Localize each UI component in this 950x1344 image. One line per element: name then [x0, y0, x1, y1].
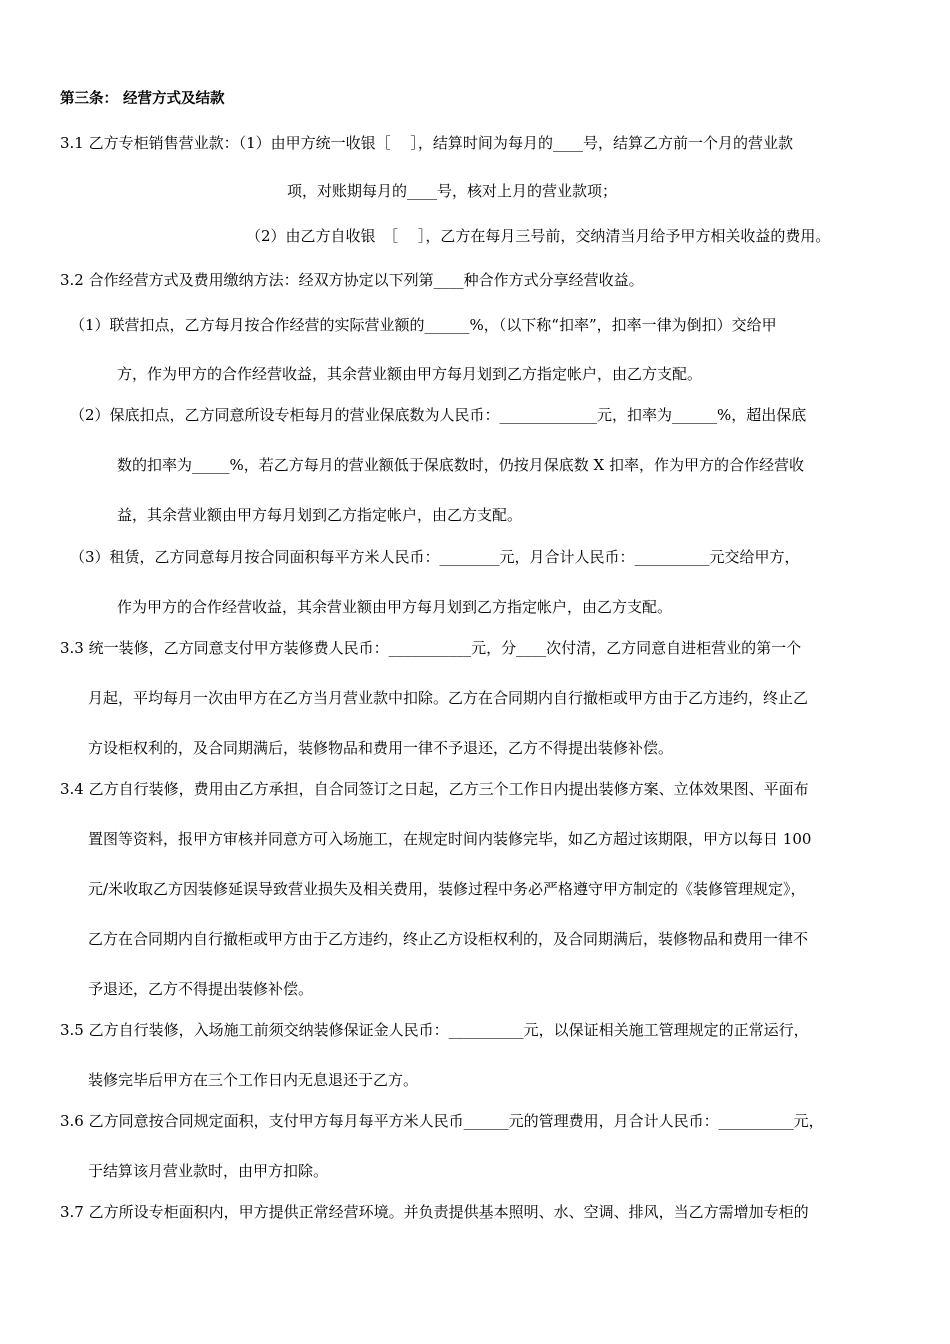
clause-3-6-line-1: 3.6 乙方同意按合同规定面积，支付甲方每月每平方米人民币______元的管理费用，月合计人民币：__________元， [60, 1112, 824, 1130]
clause-3-3-line-3: 方设柜权利的，及合同期满后，装修物品和费用一律不予退还，乙方不得提出装修补偿。 [88, 739, 674, 757]
clause-3-1-line-1: 3.1 乙方专柜销售营业款：（1）由甲方统一收银［ ］，结算时间为每月的____号，结算乙方前一个月的营业款 [60, 134, 793, 152]
clause-3-4-line-1: 3.4 乙方自行装修，费用由乙方承担，自合同签订之日起，乙方三个工作日内提出装修方案、立体效果图、平面布 [60, 780, 809, 798]
clause-3-4-line-3: 元/米收取乙方因装修延误导致营业损失及相关费用，装修过程中务必严格遵守甲方制定的《装修管理规定》， [88, 880, 806, 898]
clause-3-1-line-3: （2）由乙方自收银 ［ ］，乙方在每月三号前，交纳清当月给予甲方相关收益的费用。 [246, 227, 831, 245]
clause-3-4-line-4: 乙方在合同期内自行撤柜或甲方由于乙方违约，终止乙方设柜权利的，及合同期满后，装修物品和费用一律不 [88, 930, 809, 948]
clause-3-2-item-3-line-2: 作为甲方的合作经营收益，其余营业额由甲方每月划到乙方指定帐户，由乙方支配。 [117, 598, 673, 616]
clause-3-5-line-1: 3.5 乙方自行装修，入场施工前须交纳装修保证金人民币：__________元，以保证相关施工管理规定的正常运行， [60, 1021, 809, 1039]
article-title: 第三条： 经营方式及结款 [60, 91, 225, 107]
clause-3-2-item-2-line-3: 益，其余营业额由甲方每月划到乙方指定帐户，由乙方支配。 [117, 506, 523, 524]
clause-3-5-line-2: 装修完毕后甲方在三个工作日内无息退还于乙方。 [88, 1071, 419, 1089]
clause-3-2-item-1-line-1: （1）联营扣点，乙方每月按合作经营的实际营业额的______%，（以下称“扣率”，扣率一律为倒扣）交给甲 [70, 316, 777, 334]
clause-3-2-item-1-line-2: 方，作为甲方的合作经营收益，其余营业额由甲方每月划到乙方指定帐户，由乙方支配。 [117, 365, 703, 383]
clause-3-3-line-1: 3.3 统一装修，乙方同意支付甲方装修费人民币：___________元，分____次付清，乙方同意自进柜营业的第一个 [60, 639, 802, 657]
clause-3-2-item-2-line-1: （2）保底扣点，乙方同意所设专柜每月的营业保底数为人民币：_____________元，扣率为______%，超出保底 [70, 406, 807, 424]
clause-3-7-line-1: 3.7 乙方所设专柜面积内，甲方提供正常经营环境。并负责提供基本照明、水、空调、排风，当乙方需增加专柜的 [60, 1203, 809, 1221]
clause-3-4-line-2: 置图等资料，报甲方审核并同意方可入场施工，在规定时间内装修完毕，如乙方超过该期限，甲方以每日 100 [88, 830, 812, 848]
clause-3-3-line-2: 月起，平均每月一次由甲方在乙方当月营业款中扣除。乙方在合同期内自行撤柜或甲方由于乙方违约，终止乙 [88, 689, 809, 707]
clause-3-2-item-2-line-2: 数的扣率为_____%，若乙方每月的营业额低于保底数时，仍按月保底数 X 扣率，作为甲方的合作经营收 [117, 456, 804, 474]
clause-3-4-line-5: 予退还，乙方不得提出装修补偿。 [88, 980, 314, 998]
clause-3-6-line-2: 于结算该月营业款时，由甲方扣除。 [88, 1162, 329, 1180]
clause-3-2-item-3-line-1: （3）租赁，乙方同意每月按合同面积每平方米人民币：________元，月合计人民币：__________元交给甲方， [70, 548, 800, 566]
clause-3-2-line-1: 3.2 合作经营方式及费用缴纳方法：经双方协定以下列第____种合作方式分享经营收益。 [60, 271, 644, 289]
clause-3-1-line-2: 项，对账期每月的____号，核对上月的营业款项； [287, 182, 618, 200]
